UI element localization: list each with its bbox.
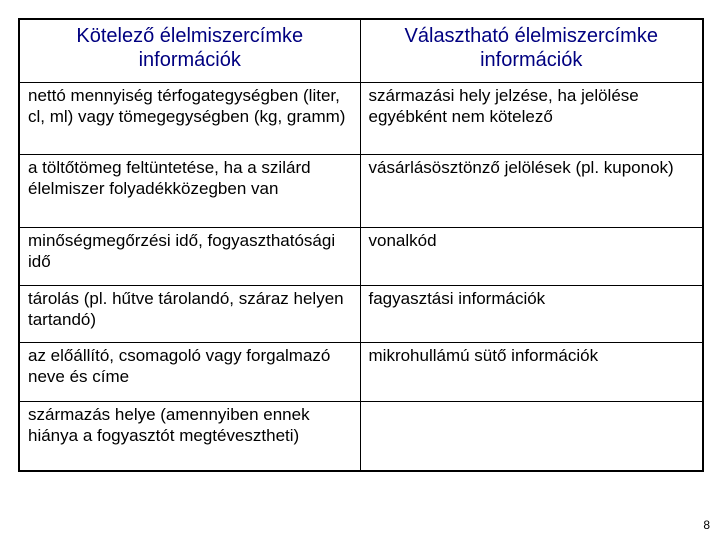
mandatory-cell: a töltőtömeg feltüntetése, ha a szilárd élelmiszer folyadékközegben van (19, 154, 360, 227)
optional-cell (360, 401, 703, 471)
mandatory-cell: tárolás (pl. hűtve tárolandó, száraz helyen tartandó) (19, 285, 360, 342)
labeling-info-table (18, 18, 704, 472)
optional-cell: mikrohullámú sütő információk (360, 342, 703, 401)
table-header-row (19, 19, 703, 82)
table-row (19, 82, 703, 154)
optional-cell: fagyasztási információk (360, 285, 703, 342)
mandatory-cell: nettó mennyiség térfogategységben (liter, cl, ml) vagy tömegegységben (kg, gramm) (19, 82, 360, 154)
table-row (19, 401, 703, 471)
optional-cell: vonalkód (360, 227, 703, 285)
optional-cell: származási hely jelzése, ha jelölése egyébként nem kötelező (360, 82, 703, 154)
mandatory-cell: az előállító, csomagoló vagy forgalmazó neve és címe (19, 342, 360, 401)
table-row (19, 227, 703, 285)
table-row (19, 285, 703, 342)
page-number: 8 (703, 518, 710, 532)
table-row (19, 154, 703, 227)
optional-cell: vásárlásösztönző jelölések (pl. kuponok) (360, 154, 703, 227)
header-mandatory: Kötelező élelmiszercímke információk (19, 19, 360, 82)
header-optional: Választható élelmiszercímke információk (360, 19, 703, 82)
table-row (19, 342, 703, 401)
mandatory-cell: származás helye (amennyiben ennek hiánya a fogyasztót megtévesztheti) (19, 401, 360, 471)
mandatory-cell: minőségmegőrzési idő, fogyaszthatósági idő (19, 227, 360, 285)
